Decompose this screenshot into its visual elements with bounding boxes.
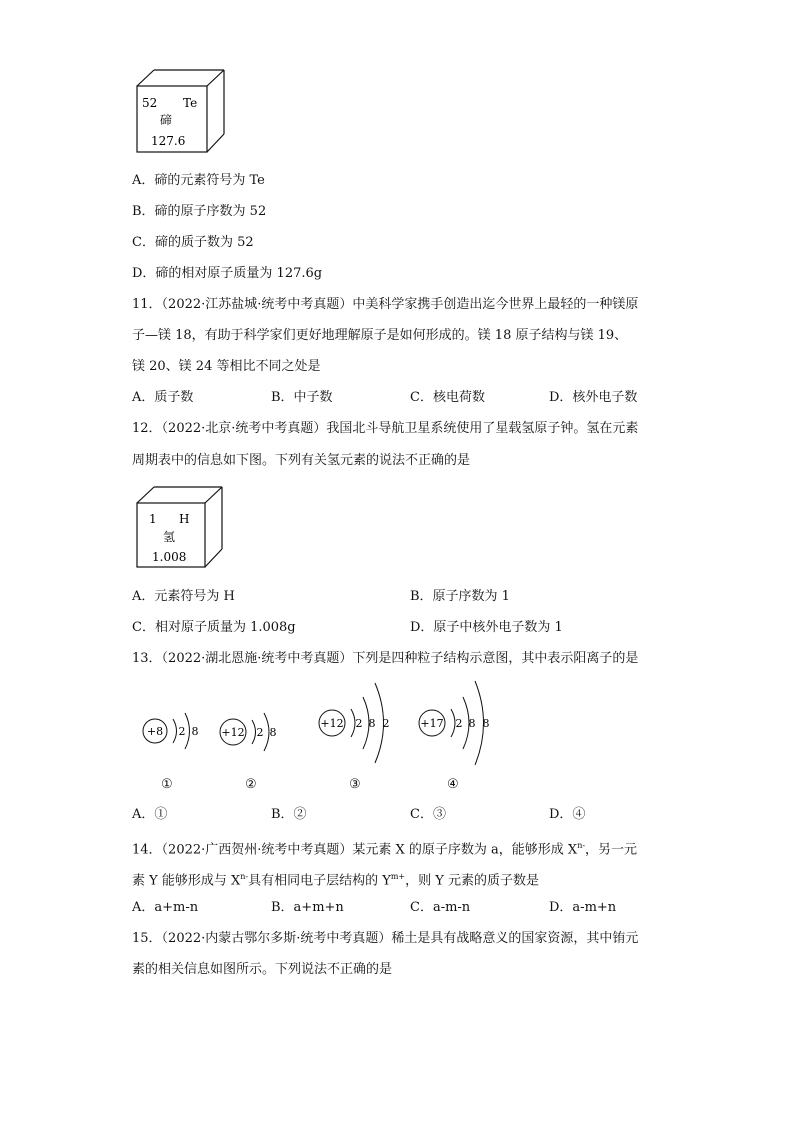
q11-option-c: C．核电荷数 (410, 390, 485, 405)
q11-option-d: D．核外电子数 (549, 390, 638, 405)
shell-electrons: 8 (368, 717, 376, 730)
q15-stem-line2: 素的相关信息如图所示。下列说法不正确的是 (132, 962, 393, 977)
element-symbol: H (179, 512, 190, 526)
shell-electrons: 2 (178, 725, 186, 738)
element-name: 碲 (160, 113, 173, 127)
shell-electrons: 8 (468, 717, 476, 730)
q11-stem-line2: 子—镁 18，有助于科学家们更好地理解原子是如何形成的。镁 18 原子结构与镁 19、 (132, 328, 628, 343)
q10-option-a: A．碲的元素符号为 Te (132, 173, 265, 188)
cube-outline (137, 487, 237, 577)
diagram-2 (220, 713, 277, 751)
q14-stem-line1: 14．（2022·广西贺州·统考中考真题）某元素 X 的原子序数为 a，能够形成 $X^{n-}$，另一元 (132, 841, 638, 858)
q12-stem-line1: 12．（2022·北京·统考中考真题）我国北斗导航卫星系统使用了星载氢原子钟。氢在元素 (132, 421, 639, 436)
q11-stem-line1: 11．（2022·江苏盐城·统考中考真题）中美科学家携手创造出迄今世界上最轻的一种镁原 (132, 297, 639, 312)
q11-stem-line3: 镁 20、镁 24 等相比不同之处是 (132, 359, 321, 374)
q10-option-d: D．碲的相对原子质量为 127.6g (132, 266, 323, 281)
q13-option-a: A．① (132, 807, 168, 822)
shell-electrons: 8 (191, 725, 199, 738)
shell-electrons: 2 (382, 717, 390, 730)
q12-option-a: A．元素符号为 H (132, 589, 235, 604)
q13-option-d: D．④ (549, 807, 586, 822)
q14-option-c: C．a-m-n (410, 900, 471, 915)
q13-option-b: B．② (271, 807, 307, 822)
q14-option-d: D．a-m+n (549, 900, 617, 915)
diagram-caption-3: ③ (349, 777, 361, 792)
q11-option-b: B．中子数 (271, 390, 333, 405)
atomic-number: 52 (142, 96, 158, 110)
diagram-caption-2: ② (245, 777, 257, 792)
cube-outline (137, 70, 237, 160)
diagram-caption-4: ④ (447, 777, 459, 792)
q14-stem-line2: 素 Y 能够形成与 $X^{n-}$具有相同电子层结构的 $Y^{m+}$，则 Y 元素的质子数是 (132, 872, 539, 889)
q13-stem-line1: 13．（2022·湖北恩施·统考中考真题）下列是四种粒子结构示意图，其中表示阳离子的是 (132, 651, 639, 666)
element-name: 氢 (163, 530, 176, 544)
diagram-1 (143, 713, 199, 749)
q11-option-a: A．质子数 (132, 390, 194, 405)
shell-electrons: 2 (455, 717, 463, 730)
diagram-caption-1: ① (161, 777, 173, 792)
element-symbol: Te (183, 96, 198, 110)
q15-stem-line1: 15．（2022·内蒙古鄂尔多斯·统考中考真题）稀土是具有战略意义的国家资源，其中铕元 (132, 931, 639, 946)
atomic-mass: 1.008 (152, 550, 187, 564)
atomic-mass: 127.6 (151, 134, 186, 148)
q12-option-b: B．原子序数为 1 (410, 589, 510, 604)
nucleus-charge: +12 (221, 726, 245, 739)
diagram-4 (419, 681, 490, 765)
nucleus-charge: +17 (420, 717, 444, 730)
q12-option-c: C．相对原子质量为 1.008g (132, 620, 296, 635)
tellurium-element-card (137, 70, 237, 164)
shell-electrons: 2 (256, 726, 264, 739)
q13-option-c: C．③ (410, 807, 446, 822)
nucleus-charge: +8 (146, 725, 164, 738)
diagram-3 (319, 683, 390, 763)
q14-option-a: A．a+m-n (132, 900, 199, 915)
shell-electrons: 2 (355, 717, 363, 730)
nucleus-charge: +12 (320, 717, 344, 730)
q14-option-b: B．a+m+n (271, 900, 344, 915)
q10-option-c: C．碲的质子数为 52 (132, 235, 254, 250)
shell-electrons: 8 (482, 717, 490, 730)
q12-stem-line2: 周期表中的信息如下图。下列有关氢元素的说法不正确的是 (132, 453, 471, 468)
q10-option-b: B．碲的原子序数为 52 (132, 204, 267, 219)
particle-structure-diagrams (130, 675, 510, 775)
shell-electrons: 8 (269, 726, 277, 739)
hydrogen-element-card (137, 487, 237, 581)
q12-option-d: D．原子中核外电子数为 1 (410, 620, 563, 635)
atomic-number: 1 (149, 512, 157, 526)
